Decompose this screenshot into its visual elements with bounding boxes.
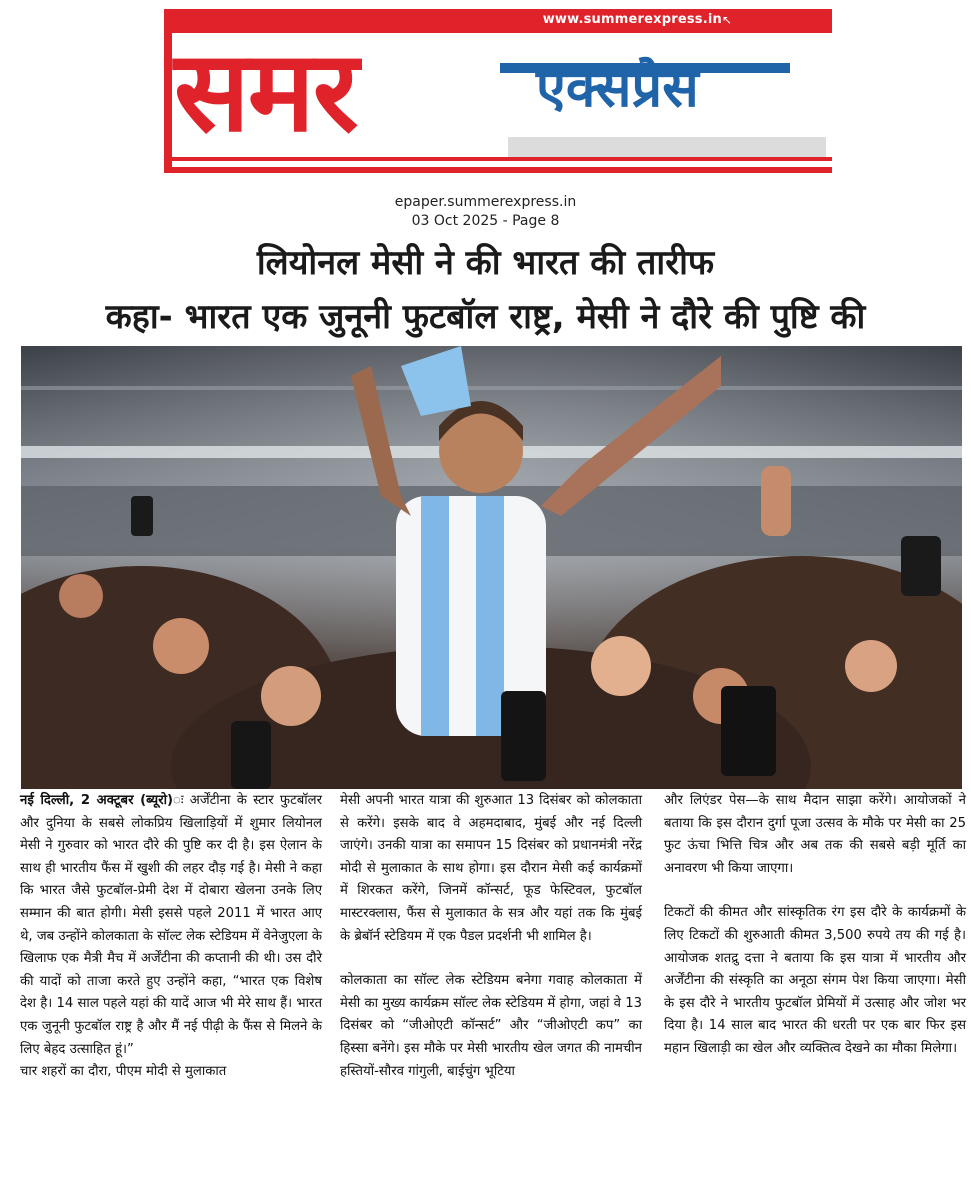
article-paragraph: टिकटों की कीमत और सांस्कृतिक रंग इस दौरे के कार्यक्रमों के लिए टिकटों की शुरुआती कीमत 3,500 रुपये तय की गई है। आयोजक शतद्रु दत्ता ने बताया कि इस यात्रा में भारतीय और अर्जेंटीना की संस्कृति का अनूठा संगम पेश किया जाएगा। मेसी के इस दौरे ने भारतीय फुटबॉल प्रेमियों में उत्साह और जोश भर दिया है। 14 साल बाद भारत की धरती पर एक बार फिर इस महान खिलाड़ी का खेल और व्यक्तित्व देखने का मौका मिलेगा। — [664, 905, 966, 1056]
article-paragraph: चार शहरों का दौरा, पीएम मोदी से मुलाकात — [20, 1064, 227, 1080]
headline-line-1: लियोनल मेसी ने की भारत की तारीफ — [256, 243, 715, 283]
masthead-name-express: एक्सप्रेस — [536, 56, 699, 119]
article-paragraph — [20, 790, 322, 1061]
lead-photo — [21, 346, 962, 789]
masthead-url[interactable]: www.summerexpress.in — [542, 12, 722, 27]
masthead-logo — [164, 9, 832, 173]
paragraph-gap — [340, 948, 642, 970]
article-text: ः अर्जेंटीना के स्टार फुटबॉलर और दुनिया के सबसे लोकप्रिय खिलाड़ियों में शुमार लियोनल मेसी ने गुरुवार को भारत दौरे की पुष्टि कर दी है। इस ऐलान के साथ ही भारतीय फैंस में खुशी की लहर दौड़ गई है। मेसी ने कहा कि भारत जैसे फुटबॉल-प्रेमी देश में दोबारा खेलना उनके लिए सम्मान की बात होगी। मेसी इससे पहले 2011 में भारत आए थे, जब उन्होंने कोलकाता के सॉल्ट लेक स्टेडियम में वेनेजुएला के खिलाफ एक मैत्री मैच में अर्जेंटीना की कप्तानी की थी। उस दौरे की यादों को ताजा करते हुए उन्होंने कहा, “भारत एक विशेष देश है। 14 साल पहले यहां की यादें आज भी मेरे साथ हैं। भारत एक जुनूनी फुटबॉल राष्ट्र है और मैं नई पीढ़ी के फैंस से मिलने के लिए बेहद उत्साहित हूं।” — [20, 793, 322, 1057]
headline-line-2: कहा- भारत एक जुनूनी फुटबॉल राष्ट्र, मेसी ने दौरे की पुष्टि की — [105, 297, 866, 337]
article-paragraph: कोलकाता का सॉल्ट लेक स्टेडियम बनेगा गवाह कोलकाता में मेसी का मुख्य कार्यक्रम सॉल्ट लेक स्टेडियम में होगा, जहां वे 13 दिसंबर को “जीओएटी कॉन्सर्ट” और “जीओएटी कप” का हिस्सा बनेंगे। इस मौके पर मेसी भारतीय खेल जगत की नामचीन हस्तियों-सौरव गांगुली, बाईचुंग भूटिया — [340, 973, 642, 1079]
masthead-name-samar: समर — [174, 27, 357, 157]
masthead-bottom-stripe — [172, 161, 832, 167]
article-paragraph: और लिएंडर पेस—के साथ मैदान साझा करेंगे। आयोजकों ने बताया कि इस दौरान दुर्गा पूजा उत्सव के मौके पर मेसी का 25 फुट ऊंचा भित्ति चित्र और अब तक की सबसे बड़ी मूर्ति का अनावरण भी किया जाएगा। — [664, 793, 966, 876]
paragraph-gap — [664, 880, 966, 902]
article-column-3 — [664, 790, 966, 1061]
cursor-arrow-icon: ↖ — [721, 13, 732, 27]
article-column-2 — [340, 790, 642, 1083]
edition-site[interactable]: epaper.summerexpress.in — [394, 194, 577, 210]
article-paragraph: मेसी अपनी भारत यात्रा की शुरुआत 13 दिसंबर को कोलकाता से करेंगे। इसके बाद वे अहमदाबाद, मुंबई और नई दिल्ली जाएंगे। उनकी यात्रा का समापन 15 दिसंबर को प्रधानमंत्री नरेंद्र मोदी से मुलाकात के साथ होगा। इस दौरान मेसी कई कार्यक्रमों में शिरकत करेंगे, जिनमें कॉन्सर्ट, फूड फेस्टिवल, फुटबॉल मास्टरक्लास, फैंस से मुलाकात के सत्र और यहां तक कि मुंबई के ब्रेबॉर्न स्टेडियम में एक पैडल प्रदर्शनी भी शामिल है। — [340, 793, 642, 944]
article-column-1 — [20, 790, 322, 1084]
edition-date-page: 03 Oct 2025 - Page 8 — [411, 213, 560, 229]
dateline: नई दिल्ली, 2 अक्टूबर (ब्यूरो) — [20, 793, 174, 808]
edition-info — [0, 193, 971, 231]
